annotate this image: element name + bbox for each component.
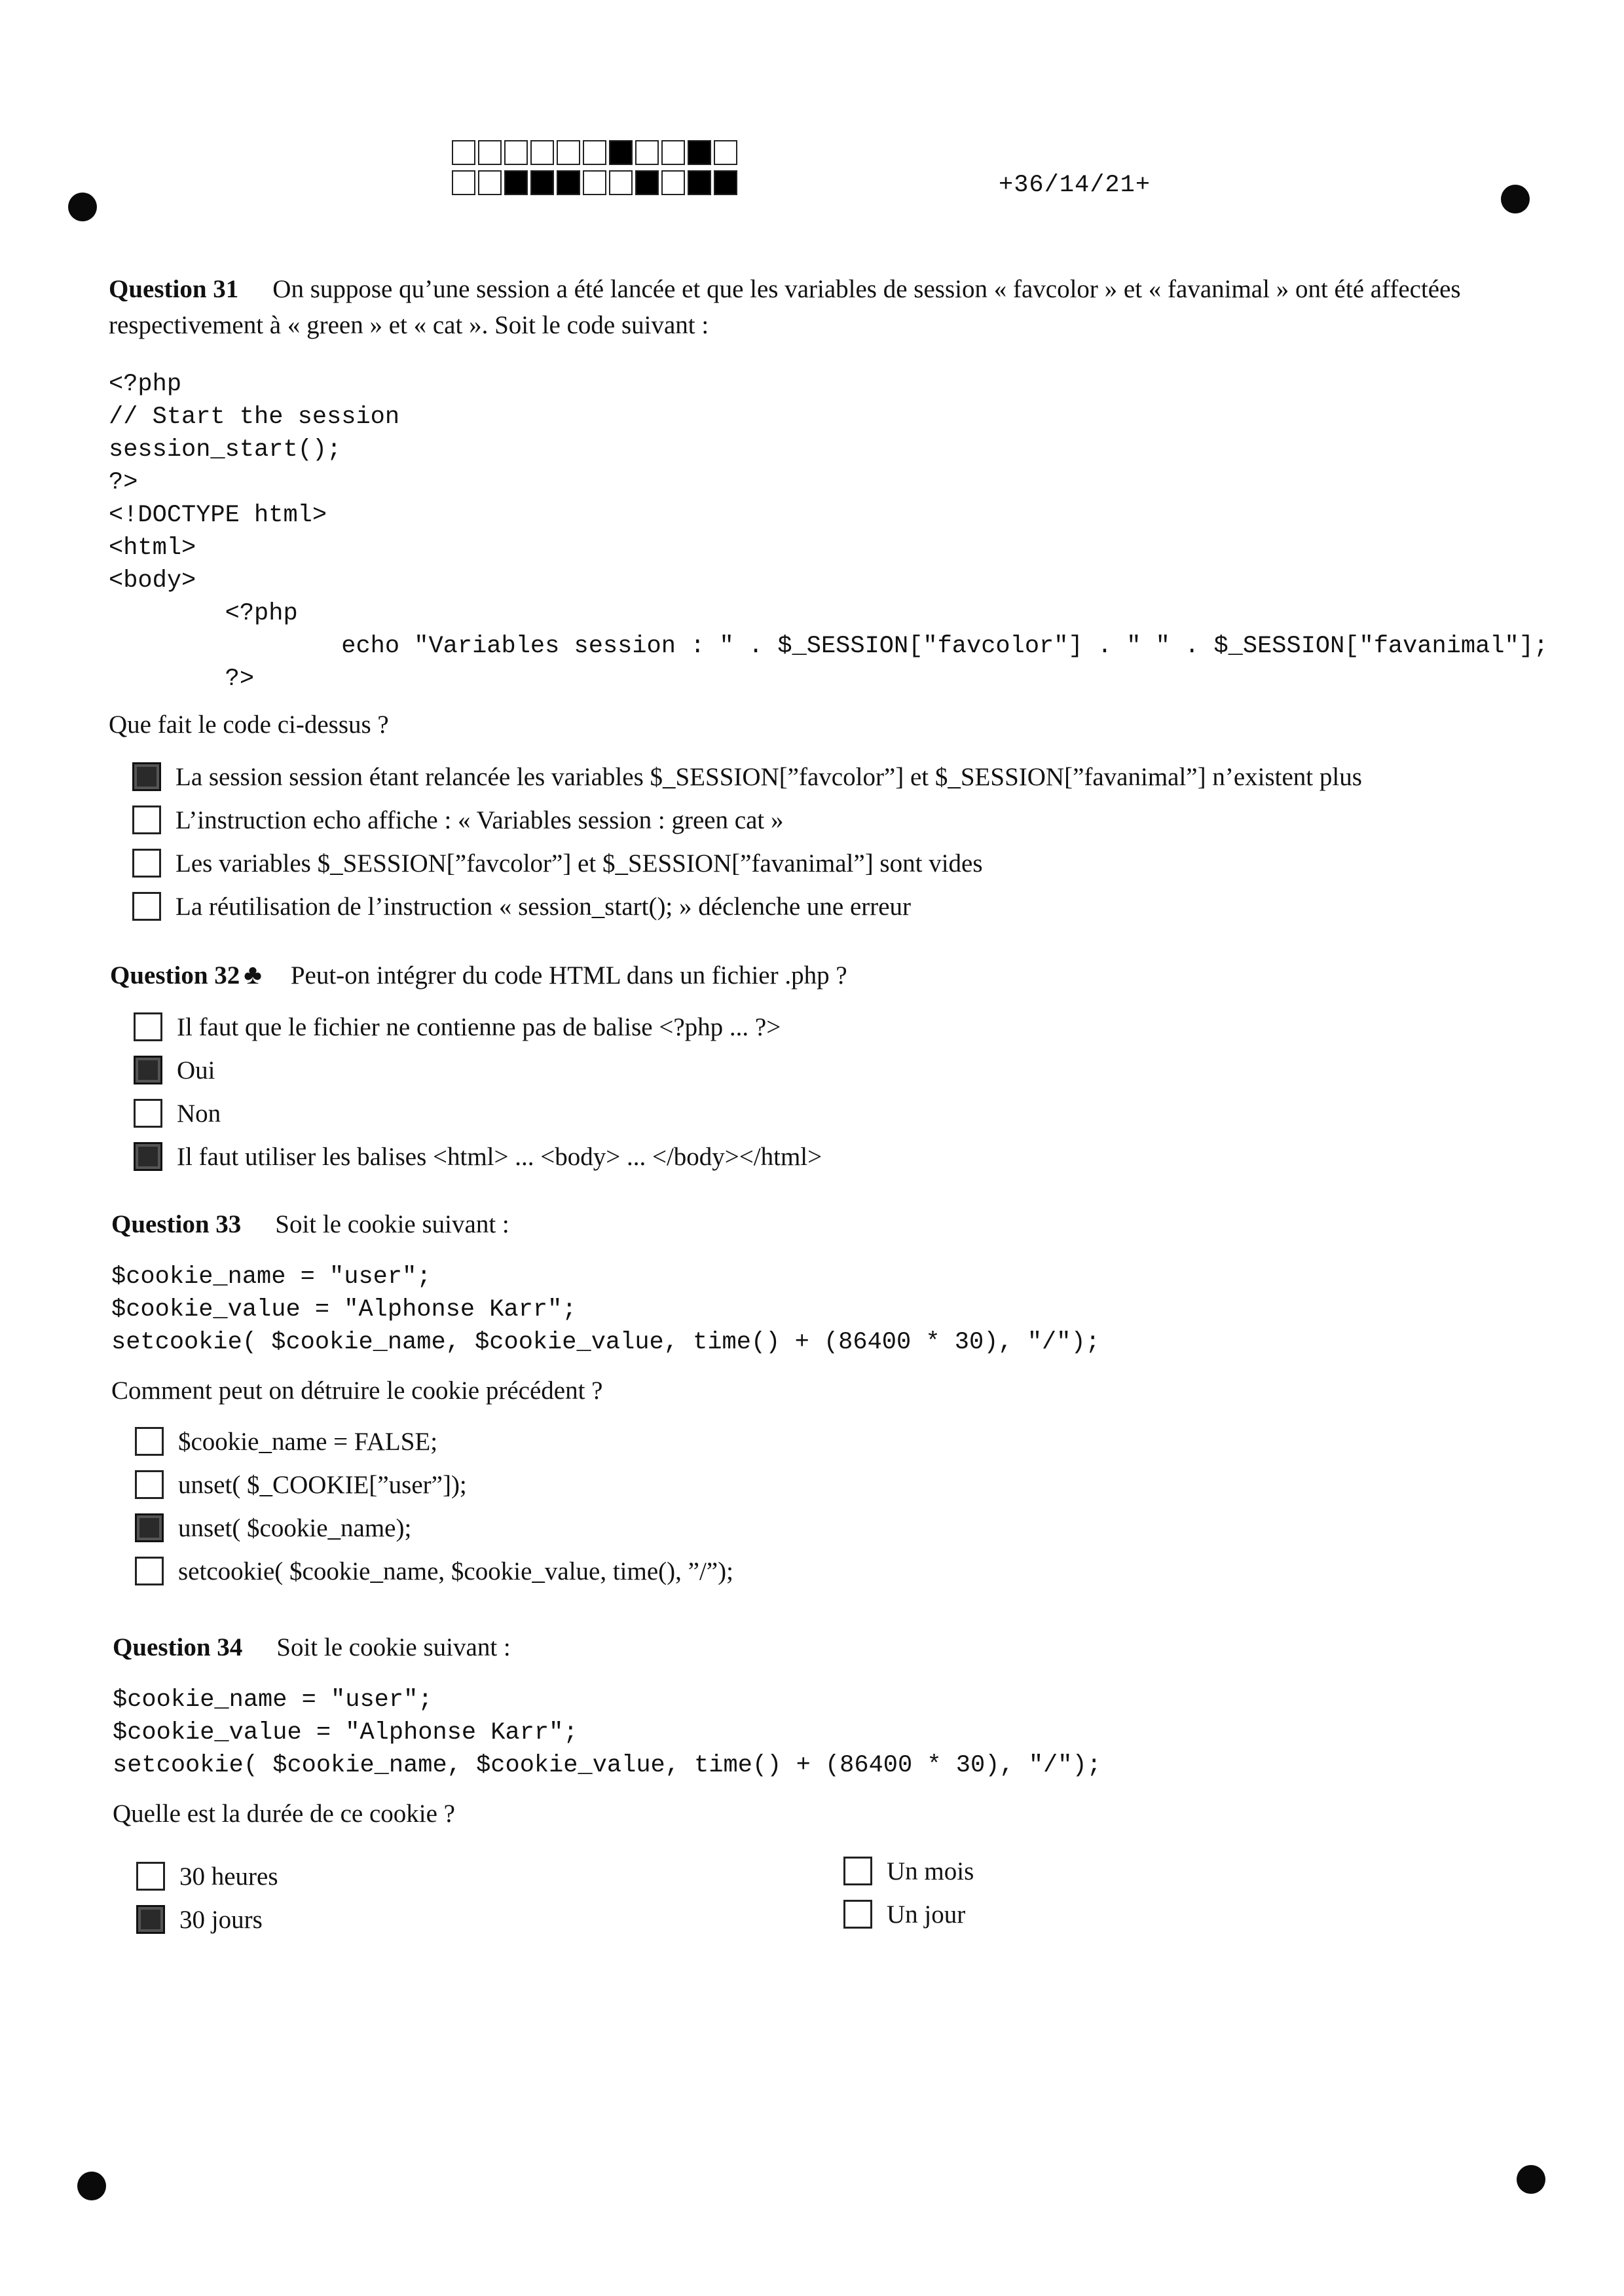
answer-checkbox[interactable] [136, 1905, 165, 1934]
question-33-option[interactable] [135, 1549, 1519, 1593]
barcode-cell [504, 140, 528, 165]
question-33-label: Question 33 [111, 1210, 242, 1238]
answer-checkbox[interactable] [843, 1857, 872, 1885]
question-31-label: Question 31 [109, 275, 239, 303]
answer-label: Les variables $_SESSION[”favcolor”] et $_SESSION[”favanimal”] sont vides [175, 849, 983, 878]
answer-label: L’instruction echo affiche : « Variables session : green cat » [175, 805, 784, 834]
page-code: +36/14/21+ [999, 172, 1151, 199]
answer-label: 30 jours [179, 1905, 263, 1934]
question-33-prompt: Comment peut on détruire le cookie précédent ? [111, 1377, 603, 1405]
question-33-text: Soit le cookie suivant : [275, 1210, 509, 1238]
answer-checkbox[interactable] [135, 1427, 164, 1456]
question-32-option[interactable] [134, 1005, 1518, 1048]
question-31-option[interactable] [132, 885, 1517, 928]
question-34-prompt: Quelle est la durée de ce cookie ? [113, 1800, 455, 1828]
question-33-options [135, 1420, 1519, 1593]
answer-label: Il faut utiliser les balises <html> ... <body> ... </body></html> [177, 1142, 822, 1171]
question-33-option[interactable] [135, 1420, 1519, 1463]
question-31-statement [109, 271, 1517, 343]
barcode-cell [609, 140, 633, 165]
question-31-option[interactable] [132, 842, 1517, 885]
answer-label: unset( $_COOKIE[”user”]); [178, 1470, 467, 1499]
answer-checkbox[interactable] [136, 1862, 165, 1891]
barcode-cell [583, 140, 606, 165]
question-33-option[interactable] [135, 1463, 1519, 1506]
answer-label: La session session étant relancée les variables $_SESSION[”favcolor”] et $_SESSION[”favanimal”] n’existent plus [175, 762, 1362, 791]
barcode-row [452, 140, 740, 166]
barcode-cell [635, 170, 659, 195]
barcode-cell [609, 170, 633, 195]
question-32-option[interactable] [134, 1048, 1518, 1092]
barcode-cell [452, 170, 475, 195]
barcode-cell [714, 170, 737, 195]
answer-checkbox[interactable] [135, 1557, 164, 1585]
answer-label: Il faut que le fichier ne contienne pas de balise <?php ... ?> [177, 1012, 781, 1041]
barcode-cell [530, 140, 554, 165]
answer-checkbox[interactable] [132, 849, 161, 878]
answer-checkbox[interactable] [135, 1513, 164, 1542]
answer-checkbox[interactable] [135, 1470, 164, 1499]
answer-label: unset( $cookie_name); [178, 1513, 412, 1542]
question-32-label: Question 32 [110, 961, 240, 990]
answer-checkbox[interactable] [132, 805, 161, 834]
question-34-option[interactable] [136, 1898, 843, 1941]
question-34 [113, 1629, 1521, 1941]
answer-checkbox[interactable] [132, 892, 161, 921]
question-31-prompt: Que fait le code ci-dessus ? [109, 711, 389, 739]
question-34-option[interactable] [843, 1849, 974, 1893]
question-32-options [134, 1005, 1518, 1178]
question-33-option[interactable] [135, 1506, 1519, 1549]
question-34-option[interactable] [136, 1855, 843, 1898]
answer-label: La réutilisation de l’instruction « session_start(); » déclenche une erreur [175, 892, 912, 921]
barcode-cell [714, 140, 737, 165]
question-31-option[interactable] [132, 798, 1517, 842]
barcode-cell [661, 170, 685, 195]
barcode-cell [478, 140, 502, 165]
question-34-label: Question 34 [113, 1633, 243, 1661]
question-33-statement [111, 1206, 1519, 1242]
question-34-option[interactable] [843, 1893, 974, 1936]
barcode-cell [635, 140, 659, 165]
page-barcode [452, 140, 740, 200]
barcode-cell [557, 170, 580, 195]
question-32-option[interactable] [134, 1135, 1518, 1178]
question-31 [109, 271, 1549, 928]
question-31-text: On suppose qu’une session a été lancée et que les variables de session « favcolor » et « favanimal » ont été affectées respectivement à « green » et « cat ». Soit le code suivant : [109, 275, 1461, 339]
answer-checkbox[interactable] [134, 1142, 162, 1171]
barcode-cell [478, 170, 502, 195]
club-icon: ♣ [244, 960, 262, 990]
answer-checkbox[interactable] [843, 1900, 872, 1929]
answer-label: Non [177, 1099, 221, 1128]
barcode-cell [688, 140, 711, 165]
answer-checkbox[interactable] [134, 1056, 162, 1084]
answer-label: 30 heures [179, 1862, 278, 1891]
question-33 [111, 1206, 1519, 1593]
question-31-options [132, 755, 1517, 928]
question-34-text: Soit le cookie suivant : [276, 1633, 511, 1661]
question-32 [110, 957, 1518, 1178]
answer-label: setcookie( $cookie_name, $cookie_value, time(), ”/”); [178, 1557, 733, 1585]
answer-checkbox[interactable] [134, 1099, 162, 1128]
registration-mark-bottom-left [77, 2172, 106, 2200]
barcode-cell [504, 170, 528, 195]
question-32-option[interactable] [134, 1092, 1518, 1135]
answer-label: Un jour [887, 1900, 966, 1929]
registration-mark-top-left [68, 193, 97, 221]
barcode-cell [688, 170, 711, 195]
barcode-cell [661, 140, 685, 165]
barcode-cell [452, 140, 475, 165]
answer-label: $cookie_name = FALSE; [178, 1427, 438, 1456]
answer-checkbox[interactable] [132, 762, 161, 791]
barcode-cell [530, 170, 554, 195]
question-34-statement [113, 1629, 1521, 1665]
question-34-code: $cookie_name = "user"; $cookie_value = "Alphonse Karr"; setcookie( $cookie_name, $cookie_value, time() + (86400 * 30), "/"); [113, 1686, 1101, 1779]
question-33-code: $cookie_name = "user"; $cookie_value = "Alphonse Karr"; setcookie( $cookie_name, $cookie_value, time() + (86400 * 30), "/"); [111, 1263, 1100, 1356]
barcode-cell [583, 170, 606, 195]
answer-label: Oui [177, 1056, 215, 1084]
barcode-cell [557, 140, 580, 165]
answer-checkbox[interactable] [134, 1012, 162, 1041]
question-31-code: <?php // Start the session session_start(); ?> <!DOCTYPE html> <html> <body> <?php echo "Variables session : " . $_SESSION["favcolor"] . " " . $_SESSION["favanimal"]; ?> [109, 371, 1549, 693]
barcode-row [452, 170, 740, 196]
question-32-statement [110, 957, 1518, 993]
registration-mark-top-right [1501, 185, 1530, 213]
question-34-options [136, 1855, 1521, 1941]
question-31-option[interactable] [132, 755, 1517, 798]
registration-mark-bottom-right [1517, 2165, 1545, 2194]
question-32-text: Peut-on intégrer du code HTML dans un fichier .php ? [290, 961, 847, 990]
answer-label: Un mois [887, 1857, 974, 1885]
